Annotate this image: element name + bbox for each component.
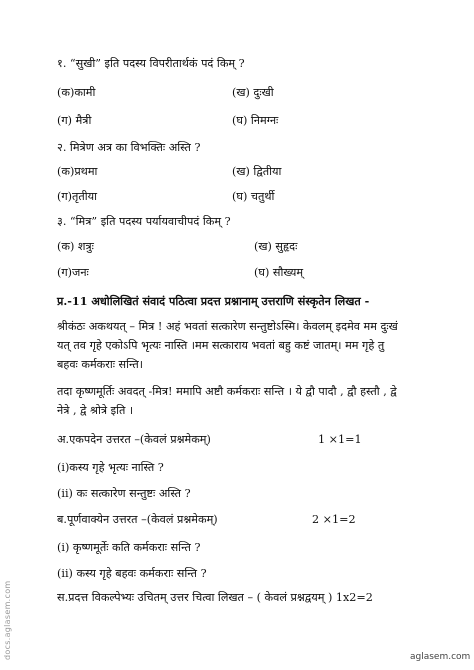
- part-a-marks: 1 ×1=1: [318, 433, 362, 446]
- part-a-question-ii: (ii) कः सत्कारेण सन्तुष्टः अस्ति ?: [57, 487, 191, 500]
- q2-option-a: (क)प्रथमा: [57, 165, 98, 178]
- q2-question: २. मित्रेण अत्र का विभक्तिः अस्ति ?: [57, 141, 201, 154]
- q3-option-c: (ग)जनः: [57, 266, 89, 279]
- part-b-heading: ब.पूर्णवाक्येन उत्तरत –(केवलं प्रश्नमेकम्): [57, 513, 218, 526]
- q1-option-c: (ग) मैत्री: [57, 114, 92, 127]
- watermark-text: docs.aglasem.com: [3, 580, 12, 660]
- q2-option-b: (ख) द्वितीया: [232, 165, 282, 178]
- section-heading: प्र.-11 अधोलिखितं संवादं पठित्वा प्रदत्त प्रश्नानाम् उत्तराणि संस्कृतेन लिखत -: [57, 294, 370, 308]
- part-c-heading: स.प्रदत्त विकल्पेभ्यः उचितम् उत्तर चित्वा लिखत – ( केवलं प्रश्नद्वयम् ) 1x2=2: [57, 591, 373, 604]
- brand-footer: aglasem.com: [410, 652, 471, 662]
- dialogue-para1-line1: श्रीकंठः अकथयत् – मित्र ! अहं भवतां सत्कारेण सन्तुष्टोऽस्मि। केवलम् इदमेव मम दुःखं: [57, 320, 398, 333]
- q3-option-a: (क) शत्रुः: [57, 240, 94, 253]
- part-b-question-ii: (ii) कस्य गृहे बहवः कर्मकराः सन्ति ?: [57, 567, 207, 580]
- part-b-question-i: (i) कृष्णमूर्तेः कति कर्मकराः सन्ति ?: [57, 541, 201, 554]
- dialogue-para1-line2: यत् तव गृहे एकोऽपि भृत्यः नास्ति ।मम सत्काराय भवतां बहु कष्टं जातम्। मम गृहे तु: [57, 339, 385, 352]
- q1-question: १. “सुखी” इति पदस्य विपरीतार्थकं पदं किम् ?: [57, 57, 245, 70]
- q2-option-d: (घ) चतुर्थी: [232, 190, 275, 203]
- q1-option-b: (ख) दुःखी: [232, 86, 274, 99]
- dialogue-para2-line1: तदा कृष्णमूर्तिः अवदत् -मित्र! ममापि अष्टौ कर्मकराः सन्ति । ये द्वौ पादौ , द्वौ हस्तौ , द्वे: [57, 385, 397, 398]
- part-a-heading: अ.एकपदेन उत्तरत –(केवलं प्रश्नमेकम्): [57, 433, 211, 446]
- q3-option-d: (घ) सौख्यम्: [254, 266, 304, 279]
- q3-question: ३. “मित्र” इति पदस्य पर्यायवाचीपदं किम् ?: [57, 215, 231, 228]
- q2-option-c: (ग)तृतीया: [57, 190, 98, 203]
- dialogue-para1-line3: बहवः कर्मकराः सन्ति।: [57, 358, 144, 371]
- q1-option-a: (क)कामी: [57, 86, 96, 99]
- dialogue-para2-line2: नेत्रे , द्वे श्रोत्रे इति ।: [57, 404, 134, 417]
- part-b-marks: 2 ×1=2: [312, 513, 356, 526]
- q3-option-b: (ख) सुहृदः: [254, 240, 298, 253]
- part-a-question-i: (i)कस्य गृहे भृत्यः नास्ति ?: [57, 461, 164, 474]
- q1-option-d: (घ) निमग्नः: [232, 114, 279, 127]
